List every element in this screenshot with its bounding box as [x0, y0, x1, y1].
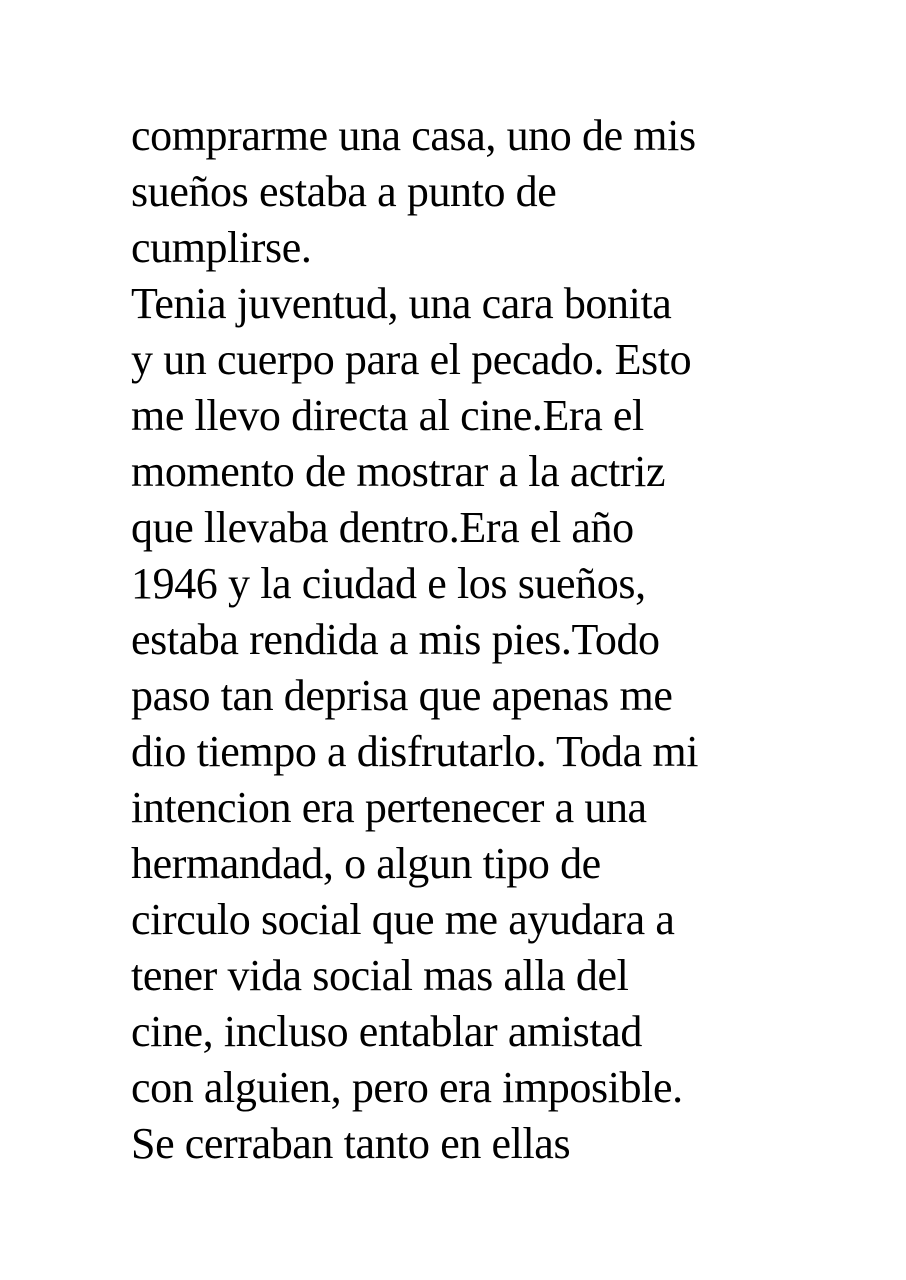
text-line: me llevo directa al cine.Era el	[131, 391, 644, 440]
text-line: estaba rendida a mis pies.Todo	[131, 615, 660, 664]
text-block	[131, 108, 821, 1172]
text-line: 1946 y la ciudad e los sueños,	[131, 559, 646, 608]
text-line: comprarme una casa, uno de mis	[131, 111, 696, 160]
text-line: cumplirse.	[131, 223, 312, 272]
text-line: paso tan deprisa que apenas me	[131, 671, 673, 720]
text-line: dio tiempo a disfrutarlo. Toda mi	[131, 727, 699, 776]
text-line: y un cuerpo para el pecado. Esto	[131, 335, 692, 384]
text-line: Se cerraban tanto en ellas	[131, 1119, 571, 1168]
text-line: Tenia juventud, una cara bonita	[131, 279, 672, 328]
text-line: sueños estaba a punto de	[131, 167, 557, 216]
text-line: que llevaba dentro.Era el año	[131, 503, 634, 552]
text-line: con alguien, pero era imposible.	[131, 1063, 683, 1112]
text-line: cine, incluso entablar amistad	[131, 1007, 642, 1056]
text-line: circulo social que me ayudara a	[131, 895, 675, 944]
text-line: momento de mostrar a la actriz	[131, 447, 666, 496]
text-line: tener vida social mas alla del	[131, 951, 629, 1000]
text-line: intencion era pertenecer a una	[131, 783, 647, 832]
text-line: hermandad, o algun tipo de	[131, 839, 601, 888]
